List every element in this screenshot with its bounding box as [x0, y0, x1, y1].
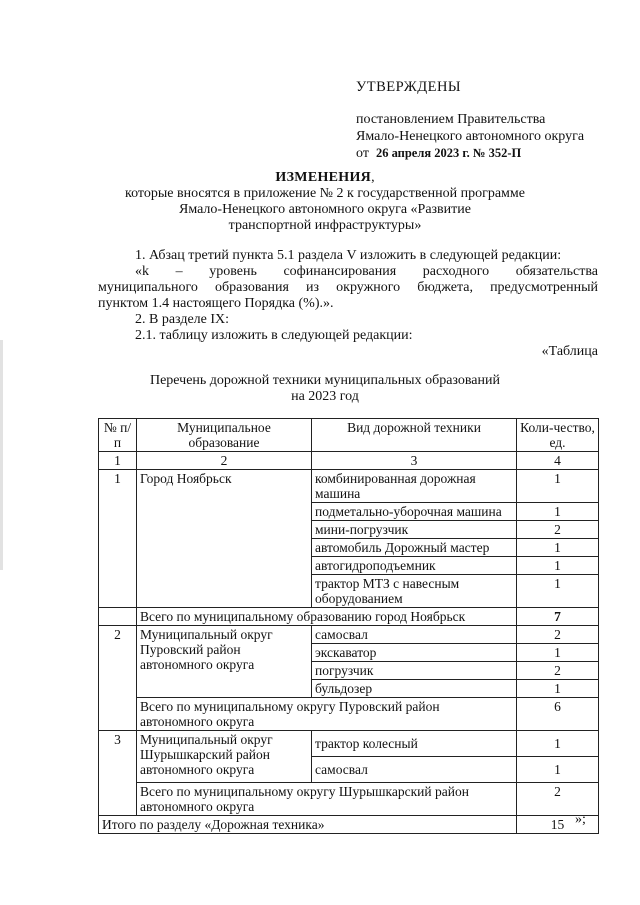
group-total-row [99, 783, 599, 816]
equipment-qty: 2 [517, 662, 599, 680]
equipment-type: автомобиль Дорожный мастер [312, 539, 517, 557]
title-main: ИЗМЕНЕНИЯ [275, 170, 372, 185]
approval-heading: УТВЕРЖДЕНЫ [356, 79, 462, 95]
group-total-label: Всего по муниципальному образованию город Ноябрьск [137, 608, 517, 626]
table-row [99, 731, 599, 757]
table-colnum-row [99, 452, 599, 470]
closing-quote: »; [575, 812, 586, 827]
title-line-3: транспортной инфраструктуры» [228, 218, 422, 233]
table-row [99, 470, 599, 503]
table-label: «Таблица [541, 344, 598, 359]
paragraph-4: 2.1. таблицу изложить в следующей редакции: [135, 328, 413, 343]
table-title-line-2: на 2023 год [291, 389, 359, 404]
equipment-qty: 1 [517, 680, 599, 698]
equipment-qty: 2 [517, 521, 599, 539]
header-num: № п/п [99, 419, 137, 452]
equipment-qty: 1 [517, 644, 599, 662]
paragraph-1: 1. Абзац третий пункта 5.1 раздела V изложить в следующей редакции: [135, 248, 562, 263]
title-comma: , [371, 170, 375, 185]
equipment-type: трактор колесный [312, 731, 517, 757]
group-total-value: 6 [517, 698, 599, 731]
equipment-qty: 1 [517, 557, 599, 575]
equipment-type: автогидроподъемник [312, 557, 517, 575]
approval-date-line [356, 145, 584, 162]
header-count: Коли-чество, ед. [517, 419, 599, 452]
title-line-1: которые вносятся в приложение № 2 к государственной программе [125, 186, 525, 201]
approval-line-2: Ямало-Ненецкого автономного округа [356, 129, 585, 144]
page-edge-shadow [0, 340, 3, 570]
approval-block [356, 79, 584, 162]
paragraph-2c: пунктом 1.4 настоящего Порядка (%).». [98, 296, 334, 311]
header-equipment: Вид дорожной техники [312, 419, 517, 452]
group-num: 1 [99, 470, 137, 608]
equipment-type: погрузчик [312, 662, 517, 680]
table-title [90, 373, 560, 405]
group-total-value: 7 [517, 608, 599, 626]
equipment-qty: 1 [517, 470, 599, 503]
equipment-qty: 1 [517, 731, 599, 757]
colnum-cell: 3 [312, 452, 517, 470]
table-header-row [99, 419, 599, 452]
equipment-type: самосвал [312, 626, 517, 644]
colnum-cell: 2 [137, 452, 312, 470]
table-row [99, 626, 599, 644]
equipment-qty: 1 [517, 757, 599, 783]
group-name: Муниципальный округ Шурышкарский район автономного округа [137, 731, 312, 783]
group-num: 2 [99, 626, 137, 731]
approval-prefix: от [356, 146, 369, 161]
equipment-type: трактор МТЗ с навесным оборудованием [312, 575, 517, 608]
equipment-type: мини-погрузчик [312, 521, 517, 539]
group-name: Муниципальный округ Пуровский район автономного округа [137, 626, 312, 698]
document-body [98, 248, 598, 360]
group-total-row [99, 698, 599, 731]
equipment-qty: 1 [517, 539, 599, 557]
equipment-qty: 1 [517, 503, 599, 521]
colnum-cell: 4 [517, 452, 599, 470]
equipment-type: подметально-уборочная машина [312, 503, 517, 521]
group-name: Город Ноябрьск [137, 470, 312, 608]
grand-total-row [99, 816, 599, 834]
grand-total-value: 15 [517, 816, 599, 834]
group-num: 3 [99, 731, 137, 816]
equipment-type: самосвал [312, 757, 517, 783]
group-total-label: Всего по муниципальному округу Пуровский район автономного округа [137, 698, 517, 731]
approval-line-1: постановлением Правительства [356, 112, 546, 127]
document-title [90, 170, 560, 234]
equipment-type: бульдозер [312, 680, 517, 698]
table-title-line-1: Перечень дорожной техники муниципальных образований [149, 373, 500, 388]
paragraph-2a: «k – уровень софинансирования расходного обязательства [135, 264, 598, 279]
equipment-type: экскаватор [312, 644, 517, 662]
title-line-2: Ямало-Ненецкого автономного округа «Развитие [178, 202, 471, 217]
grand-total-label: Итого по разделу «Дорожная техника» [99, 816, 517, 834]
colnum-cell: 1 [99, 452, 137, 470]
group-total-value: 2 [517, 783, 599, 816]
equipment-qty: 2 [517, 626, 599, 644]
group-total-label: Всего по муниципальному округу Шурышкарский район автономного округа [137, 783, 517, 816]
paragraph-2b: муниципального образования из окружного бюджета, предусмотренный [98, 280, 598, 295]
equipment-table [98, 418, 599, 834]
group-total-row [99, 608, 599, 626]
header-municipality: Муниципальное образование [137, 419, 312, 452]
equipment-qty: 1 [517, 575, 599, 608]
equipment-type: комбинированная дорожная машина [312, 470, 517, 503]
paragraph-3: 2. В разделе IX: [135, 312, 230, 327]
approval-date: 26 апреля 2023 г. № 352-П [375, 146, 522, 160]
